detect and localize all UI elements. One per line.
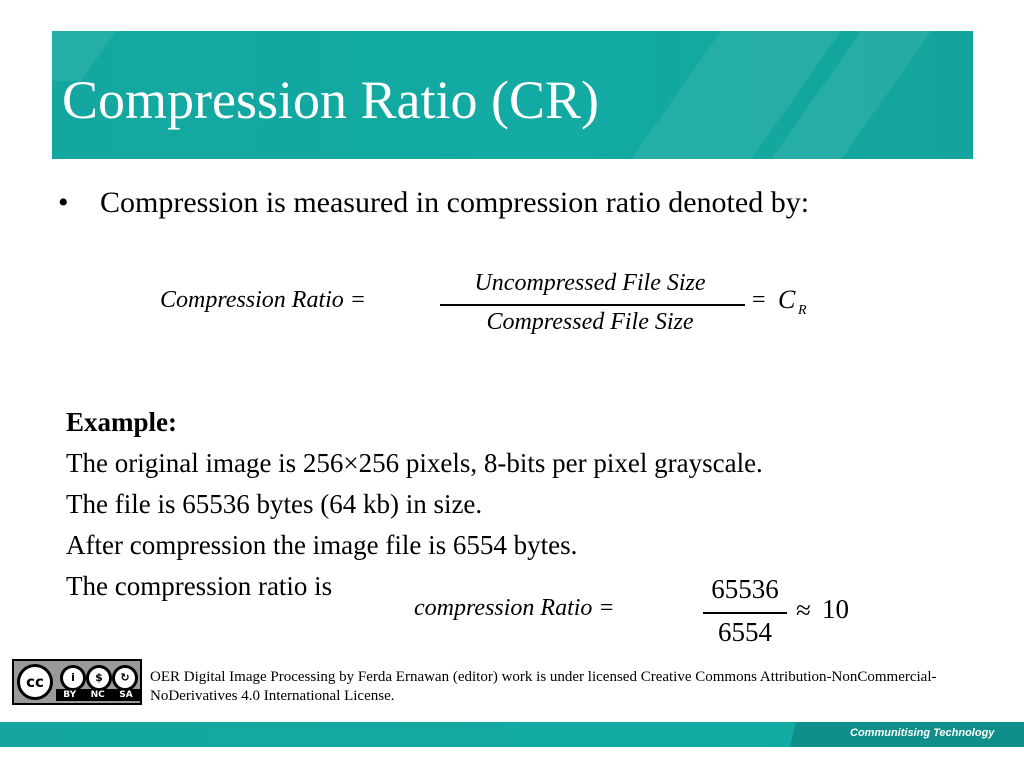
cc-sa-label: SA: [119, 690, 133, 700]
formula-rhs-subscript: R: [798, 303, 807, 318]
result-numerator: 65536: [711, 574, 779, 604]
noncommercial-icon: $: [86, 665, 112, 691]
result-denominator: 6554: [718, 617, 772, 647]
bullet-point: [58, 186, 809, 220]
example-heading: Example:: [66, 407, 177, 437]
example-line-3: After compression the image file is 6554 bytes.: [66, 530, 578, 560]
example-line-1: The original image is 256×256 pixels, 8-bits per pixel grayscale.: [66, 448, 763, 478]
example-line-2: The file is 65536 bytes (64 kb) in size.: [66, 489, 483, 519]
result-fraction-line: [703, 612, 787, 614]
formula-rhs-symbol: C: [778, 285, 796, 314]
cc-terms-bar: [56, 689, 140, 701]
attribution-icon: i: [60, 665, 86, 691]
result-lhs: compression Ratio =: [414, 595, 615, 621]
sharealike-icon: ↻: [112, 665, 138, 691]
result-approx: ≈: [796, 595, 811, 625]
result-value: 10: [822, 594, 849, 624]
cc-by-label: BY: [63, 690, 77, 700]
bullet-marker: •: [58, 186, 69, 219]
footer-tagline: Communitising Technology: [850, 727, 995, 739]
formula-numerator: Uncompressed File Size: [474, 270, 706, 296]
formula-fraction-line: [440, 304, 745, 306]
cc-icon: cc: [17, 664, 53, 700]
formula-rhs-equals: =: [752, 287, 766, 313]
example-line-4: The compression ratio is: [66, 571, 333, 601]
cc-license-badge[interactable]: [12, 659, 142, 705]
bullet-text: Compression is measured in compression ratio denoted by:: [100, 186, 810, 219]
title-banner: [52, 31, 973, 159]
formula-lhs: Compression Ratio =: [160, 287, 366, 313]
cc-nc-label: NC: [90, 690, 105, 700]
example-block: [66, 402, 763, 607]
formula-denominator: Compressed File Size: [486, 309, 694, 335]
footer-bar: [0, 722, 1024, 747]
license-text: OER Digital Image Processing by Ferda Ernawan (editor) work is under licensed Creative Commons Attribution-NonCommercial-NoDerivatives 4.0 International License.: [150, 669, 937, 704]
slide-title: Compression Ratio (CR): [62, 70, 599, 130]
